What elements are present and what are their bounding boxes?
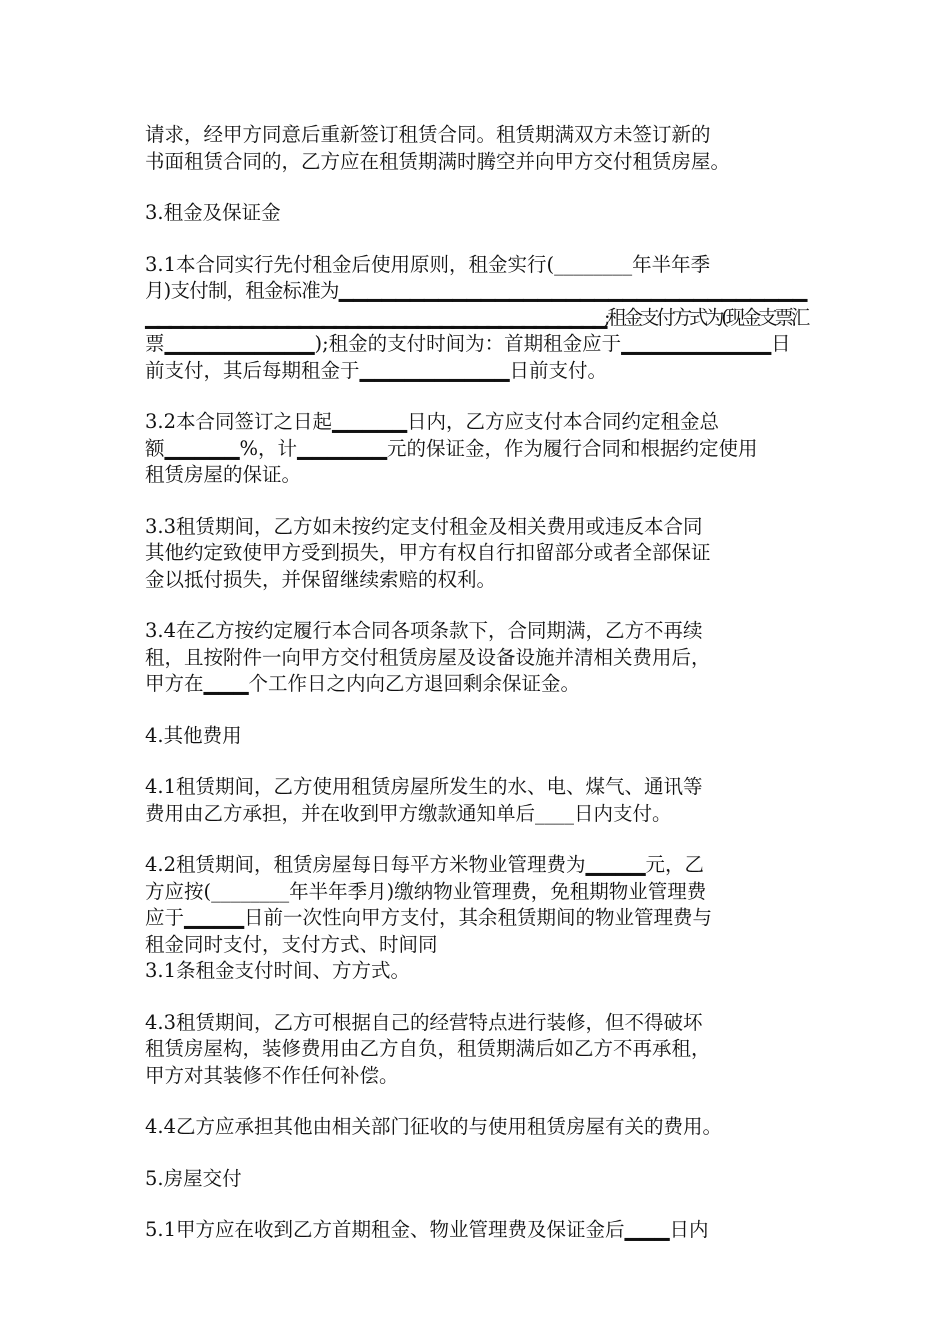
text-line: 3.1条租金支付时间、方方式。 (145, 959, 411, 982)
paragraph (145, 1217, 807, 1244)
paragraph (145, 409, 807, 489)
paragraph (145, 1114, 807, 1141)
text-line: 租赁房屋的保证。 (145, 463, 302, 486)
text-line: 租金同时支付，支付方式、时间同 (145, 932, 438, 956)
text-line: 3.4在乙方按约定履行本合同各项条款下，合同期满，乙方不再续 (145, 619, 703, 642)
paragraph (145, 618, 807, 698)
text-line: 请求，经甲方同意后重新签订租赁合同。租赁期满双方未签订新的 (145, 123, 711, 146)
text-line: 费用由乙方承担，并在收到甲方缴款通知单后____日内支付。 (145, 801, 672, 825)
document-page (145, 122, 807, 1269)
text-line: 票▁▁▁▁▁▁▁▁▁▁);租金的支付时间为：首期租金应于▁▁▁▁▁▁▁▁▁▁日 (145, 332, 791, 355)
text-line: 甲方在▁▁▁个工作日之内向乙方退回剩余保证金。 (145, 672, 580, 695)
section-heading (145, 723, 807, 750)
text-line: 甲方对其装修不作任何补偿。 (145, 1063, 399, 1087)
text-line: 方应按(________年半年季月)缴纳物业管理费，免租期物业管理费 (145, 879, 707, 903)
text-line: 4.3租赁期间，乙方可根据自己的经营特点进行装修，但不得破坏 (145, 1010, 703, 1034)
text-line: 4.4乙方应承担其他由相关部门征收的与使用租赁房屋有关的费用。 (145, 1115, 723, 1138)
section-heading (145, 1166, 807, 1193)
text-line: 前支付，其后每期租金于▁▁▁▁▁▁▁▁▁▁日前支付。 (145, 358, 607, 382)
text-line: 月)支付制，租金标准为▁▁▁▁▁▁▁▁▁▁▁▁▁▁▁▁▁▁▁▁▁▁▁▁▁▁▁▁▁▁▁▁▁ (145, 279, 807, 302)
text-line: 3.租金及保证金 (145, 201, 281, 224)
text-line: 其他约定致使甲方受到损失，甲方有权自行扣留部分或者全部保证 (145, 541, 711, 564)
paragraph (145, 514, 807, 594)
text-line: 租，且按附件一向甲方交付租赁房屋及设备设施并清相关费用后， (145, 645, 711, 669)
paragraph (145, 774, 807, 827)
text-line: 4.其他费用 (145, 723, 242, 747)
text-line: 3.1本合同实行先付租金后使用原则，租金实行(________年半年季 (145, 252, 711, 276)
text-line: 5.1甲方应在收到乙方首期租金、物业管理费及保证金后▁▁▁日内 (145, 1218, 709, 1241)
text-line: 书面租赁合同的，乙方应在租赁期满时腾空并向甲方交付租赁房屋。 (145, 149, 731, 173)
text-line: 应于▁▁▁▁日前一次性向甲方支付，其余租赁期间的物业管理费与 (145, 906, 712, 929)
text-line: ▁▁▁▁▁▁▁▁▁▁▁▁▁▁▁▁▁▁▁▁▁▁▁▁▁▁▁▁▁▁▁▁▁▁▁▁▁▁▁;租金支付方式为(现金支票汇 (145, 305, 808, 329)
section-heading (145, 200, 807, 227)
text-line: 金以抵付损失，并保留继续索赔的权利。 (145, 567, 497, 591)
text-line: 租赁房屋构，装修费用由乙方自负，租赁期满后如乙方不再承租， (145, 1037, 711, 1060)
text-line: 4.1租赁期间，乙方使用租赁房屋所发生的水、电、煤气、通讯等 (145, 775, 703, 798)
paragraph (145, 252, 807, 385)
paragraph (145, 122, 807, 175)
text-line: 5.房屋交付 (145, 1166, 242, 1190)
text-line: 4.2租赁期间，租赁房屋每日每平方米物业管理费为▁▁▁▁元，乙 (145, 853, 704, 876)
paragraph (145, 852, 807, 985)
text-line: 3.3租赁期间，乙方如未按约定支付租金及相关费用或违反本合同 (145, 514, 703, 538)
paragraph (145, 1010, 807, 1090)
text-line: 3.2本合同签订之日起▁▁▁▁▁日内，乙方应支付本合同约定租金总 (145, 410, 719, 433)
text-line: 额▁▁▁▁▁%，计▁▁▁▁▁▁元的保证金，作为履行合同和根据约定使用 (145, 436, 758, 460)
